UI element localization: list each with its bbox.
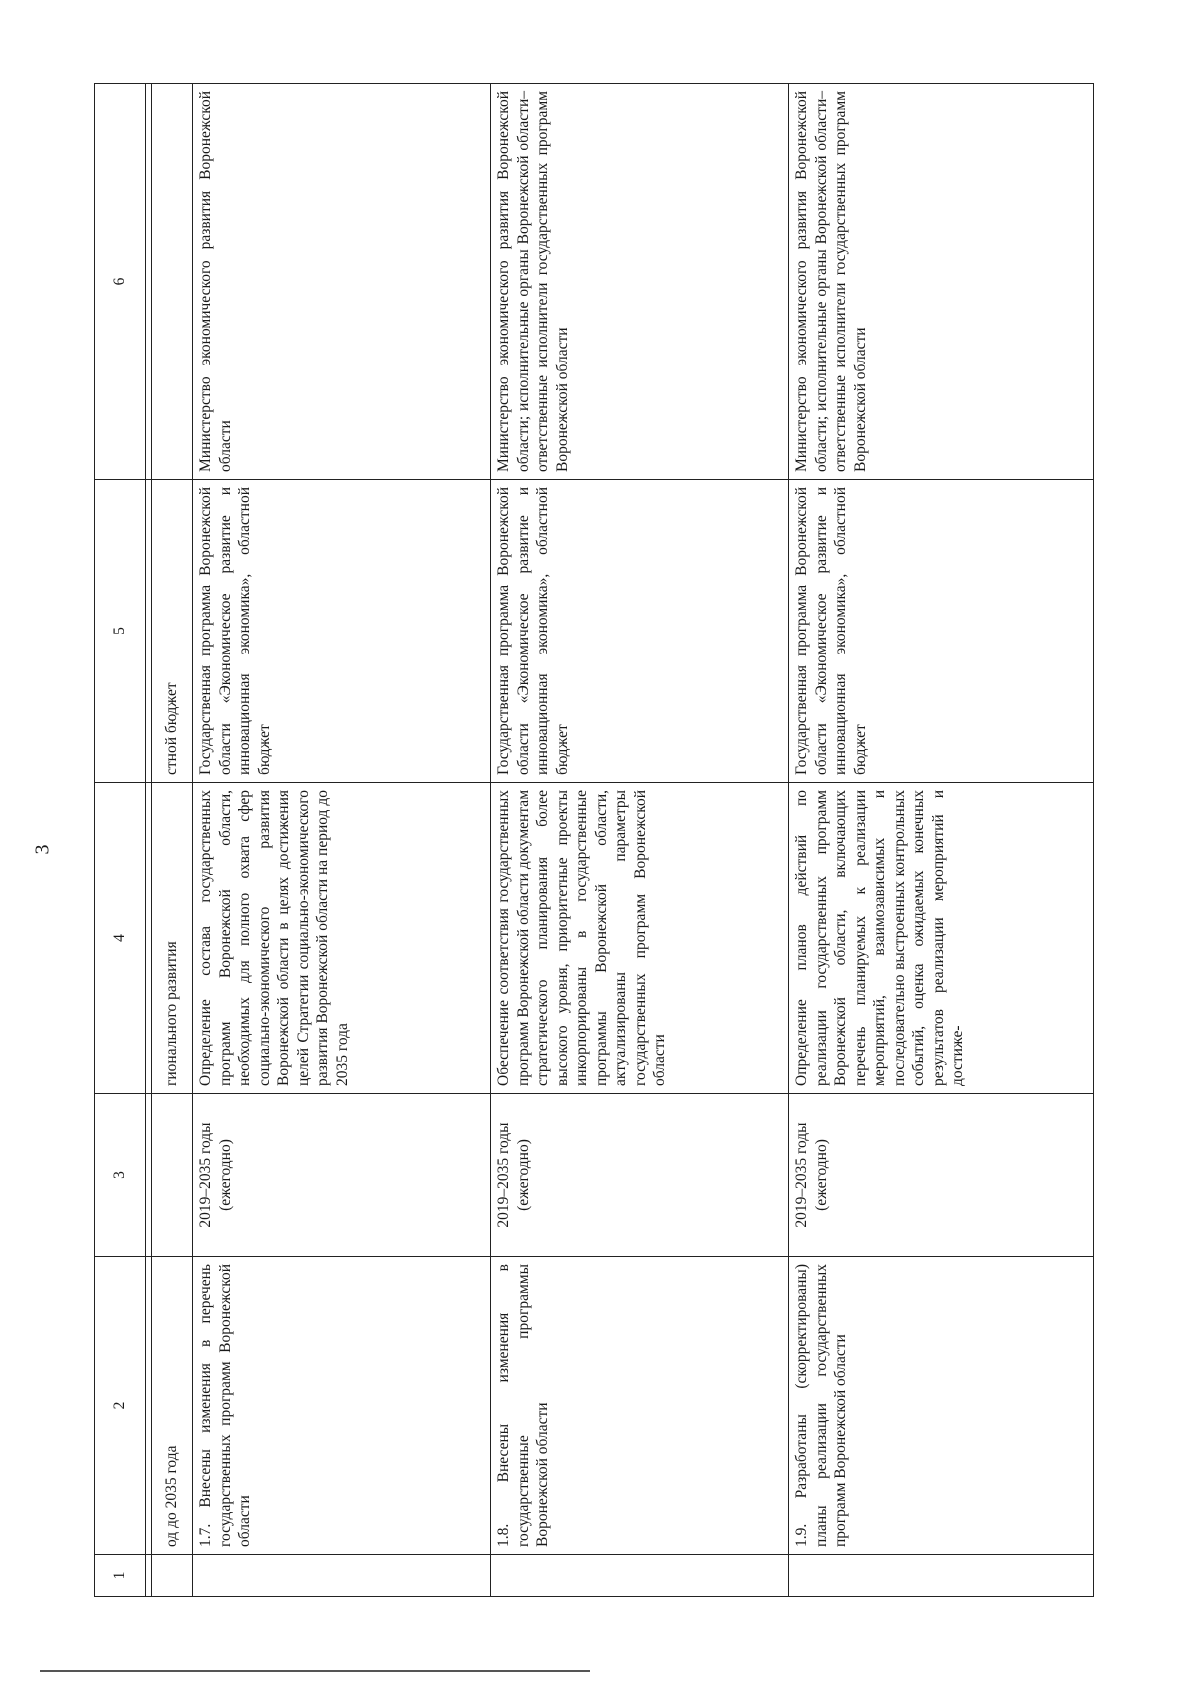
cell-col2: 1.9. Разработаны (скорректированы) планы реализации государственных программ Воронежской области (789, 1257, 1094, 1555)
cell-col6: Министерство экономического развития Воронежской области; исполнительные органы Воронежской области– ответственные исполнители государственных программ Воронежской области (789, 84, 1094, 480)
rotated-page (94, 84, 1094, 1597)
column-number: 3 (95, 1094, 146, 1257)
cell-col3 (152, 1094, 193, 1257)
cell-col2: од до 2035 года (152, 1257, 193, 1555)
cell-col1 (491, 1555, 789, 1597)
cell-col1 (789, 1555, 1094, 1597)
cell-col4: Определение планов действий по реализации государственных программ Воронежской области, включающих перечень планируемых к реализации мероприятий, взаимозависимых и последовательно выстроенных контрольных событий, оценка ожидаемых конечных результатов реализации мероприятий и достиже- (789, 783, 1094, 1094)
column-number: 6 (95, 84, 146, 480)
cell-col5: Государственная программа Воронежской области «Экономическое развитие и инновационная экономика», областной бюджет (789, 480, 1094, 783)
cell-col2: 1.7. Внесены изменения в перечень государственных программ Воронежской области (193, 1257, 491, 1555)
cell-col3: 2019–2035 годы (ежегодно) (789, 1094, 1094, 1257)
cell-col3: 2019–2035 годы (ежегодно) (193, 1094, 491, 1257)
cell-col2: 1.8. Внесены изменения в государственные программы Воронежской области (491, 1257, 789, 1555)
table-row (789, 84, 1094, 1597)
cell-col4: Определение состава государственных программ Воронежской области, необходимых для полного охвата сфер социально-экономического развития Воронежской области в целях достижения целей Стратегии социально-экономического развития Воронежской области на период до 2035 года (193, 783, 491, 1094)
table-row (193, 84, 491, 1597)
column-number: 5 (95, 480, 146, 783)
bottom-rule (40, 1670, 590, 1672)
cell-col6 (152, 84, 193, 480)
continuation-row (152, 84, 193, 1597)
column-number-row (95, 84, 146, 1597)
page-number: 3 (31, 844, 54, 855)
cell-col1 (152, 1555, 193, 1597)
cell-col5: Государственная программа Воронежской области «Экономическое развитие и инновационная экономика», областной бюджет (491, 480, 789, 783)
cell-col5: Государственная программа Воронежской области «Экономическое развитие и инновационная экономика», областной бюджет (193, 480, 491, 783)
cell-col6: Министерство экономического развития Воронежской области; исполнительные органы Воронежской области– ответственные исполнители государственных программ Воронежской области (491, 84, 789, 480)
column-number: 2 (95, 1257, 146, 1555)
cell-col5: стной бюджет (152, 480, 193, 783)
cell-col4: Обеспечение соответствия государственных программ Воронежской области документам стратегического планирования более высокого уровня, приоритетные проекты инкорпорированы в государственные программы Воронежской области, актуализированы параметры государственных программ Воронежской области (491, 783, 789, 1094)
cell-col3: 2019–2035 годы (ежегодно) (491, 1094, 789, 1257)
column-number: 4 (95, 783, 146, 1094)
cell-col1 (193, 1555, 491, 1597)
cell-col6: Министерство экономического развития Воронежской области (193, 84, 491, 480)
table-row (491, 84, 789, 1597)
measures-table (94, 83, 1094, 1597)
cell-col4: гионального развития (152, 783, 193, 1094)
column-number: 1 (95, 1555, 146, 1597)
